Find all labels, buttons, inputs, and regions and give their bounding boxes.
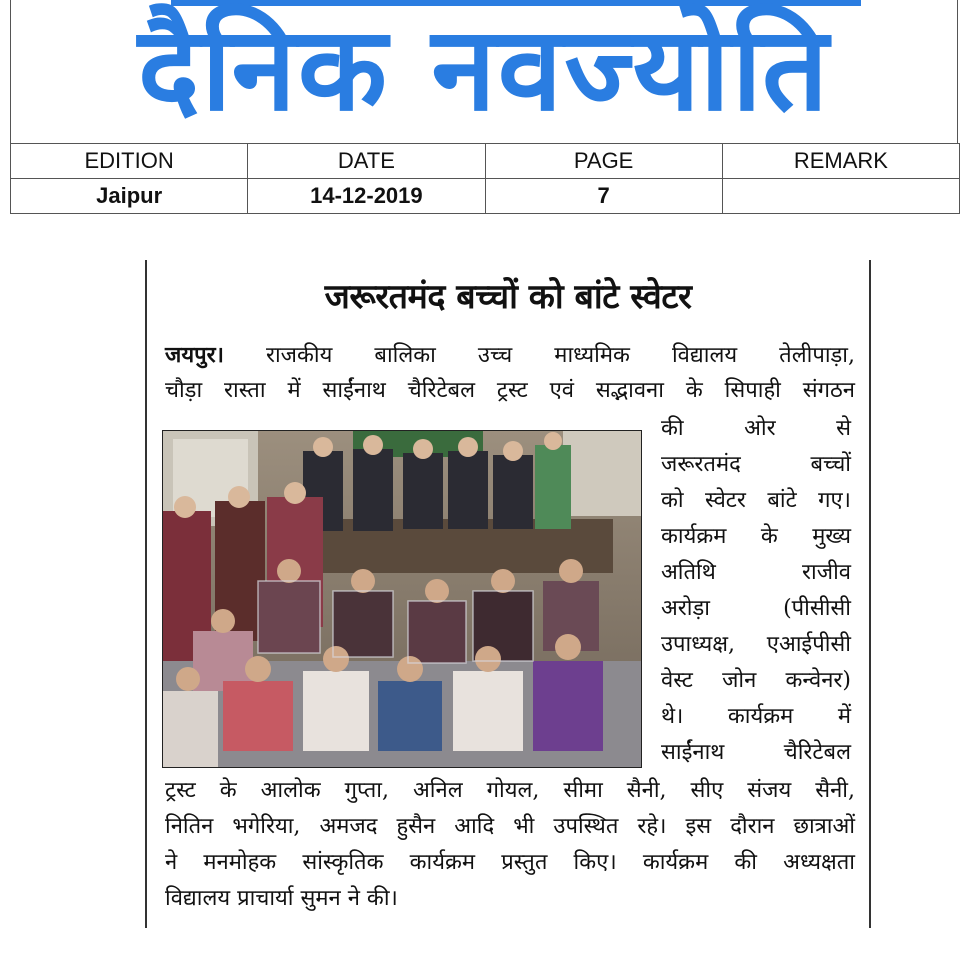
article-line-2: चौड़ा रास्ता में साईंनाथ चैरिटेबल ट्रस्ट एवं सद्भावना के सिपाही संगठन xyxy=(165,378,855,403)
side-line-4: कार्यक्रम के मुख्य xyxy=(661,524,851,549)
article-headline: जरूरतमंद बच्चों को बांटे स्वेटर xyxy=(324,277,692,317)
article-photo xyxy=(162,430,642,768)
newspaper-masthead: दैनिक नवज्योति xyxy=(137,2,831,137)
photo-illustration xyxy=(163,431,641,767)
masthead-box xyxy=(10,0,958,144)
date-value: 14-12-2019 xyxy=(248,179,485,214)
edition-value: Jaipur xyxy=(11,179,248,214)
header-page: PAGE xyxy=(485,144,722,179)
article-line-3: ट्रस्ट के आलोक गुप्ता, अनिल गोयल, सीमा सैनी, सीए संजय सैनी, xyxy=(165,778,855,803)
side-line-7: उपाध्यक्ष, एआईपीसी xyxy=(661,632,851,657)
article-line-4: नितिन भगेरिया, अमजद हुसैन आदि भी उपस्थित रहे। इस दौरान छात्राओं xyxy=(165,814,855,839)
remark-value xyxy=(722,179,959,214)
header-edition: EDITION xyxy=(11,144,248,179)
article-dateline: जयपुर। xyxy=(165,342,224,368)
side-line-9: थे। कार्यक्रम में xyxy=(661,704,851,729)
clip-right-rule xyxy=(869,260,871,928)
article-line-1-text: राजकीय बालिका उच्च माध्यमिक विद्यालय तेलीपाड़ा, xyxy=(265,343,855,368)
header-date: DATE xyxy=(248,144,485,179)
side-line-3: को स्वेटर बांटे गए। xyxy=(661,488,851,513)
side-line-1: की ओर से xyxy=(661,416,851,441)
clip-left-rule xyxy=(145,260,147,928)
meta-value-row xyxy=(11,179,960,214)
article-line-1 xyxy=(165,340,855,371)
side-line-8: वेस्ट जोन कन्वेनर) xyxy=(661,668,851,693)
header-remark: REMARK xyxy=(722,144,959,179)
side-line-2: जरूरतमंद बच्चों xyxy=(661,452,851,477)
meta-table xyxy=(10,143,960,214)
side-line-10: साईंनाथ चैरिटेबल xyxy=(661,740,851,765)
article-line-6: विद्यालय प्राचार्या सुमन ने की। xyxy=(165,886,398,911)
side-line-5: अतिथि राजीव xyxy=(661,560,851,585)
article-line-5: ने मनमोहक सांस्कृतिक कार्यक्रम प्रस्तुत किए। कार्यक्रम की अध्यक्षता xyxy=(165,850,855,875)
side-line-6: अरोड़ा (पीसीसी xyxy=(661,596,851,621)
page-value: 7 xyxy=(485,179,722,214)
meta-header-row xyxy=(11,144,960,179)
